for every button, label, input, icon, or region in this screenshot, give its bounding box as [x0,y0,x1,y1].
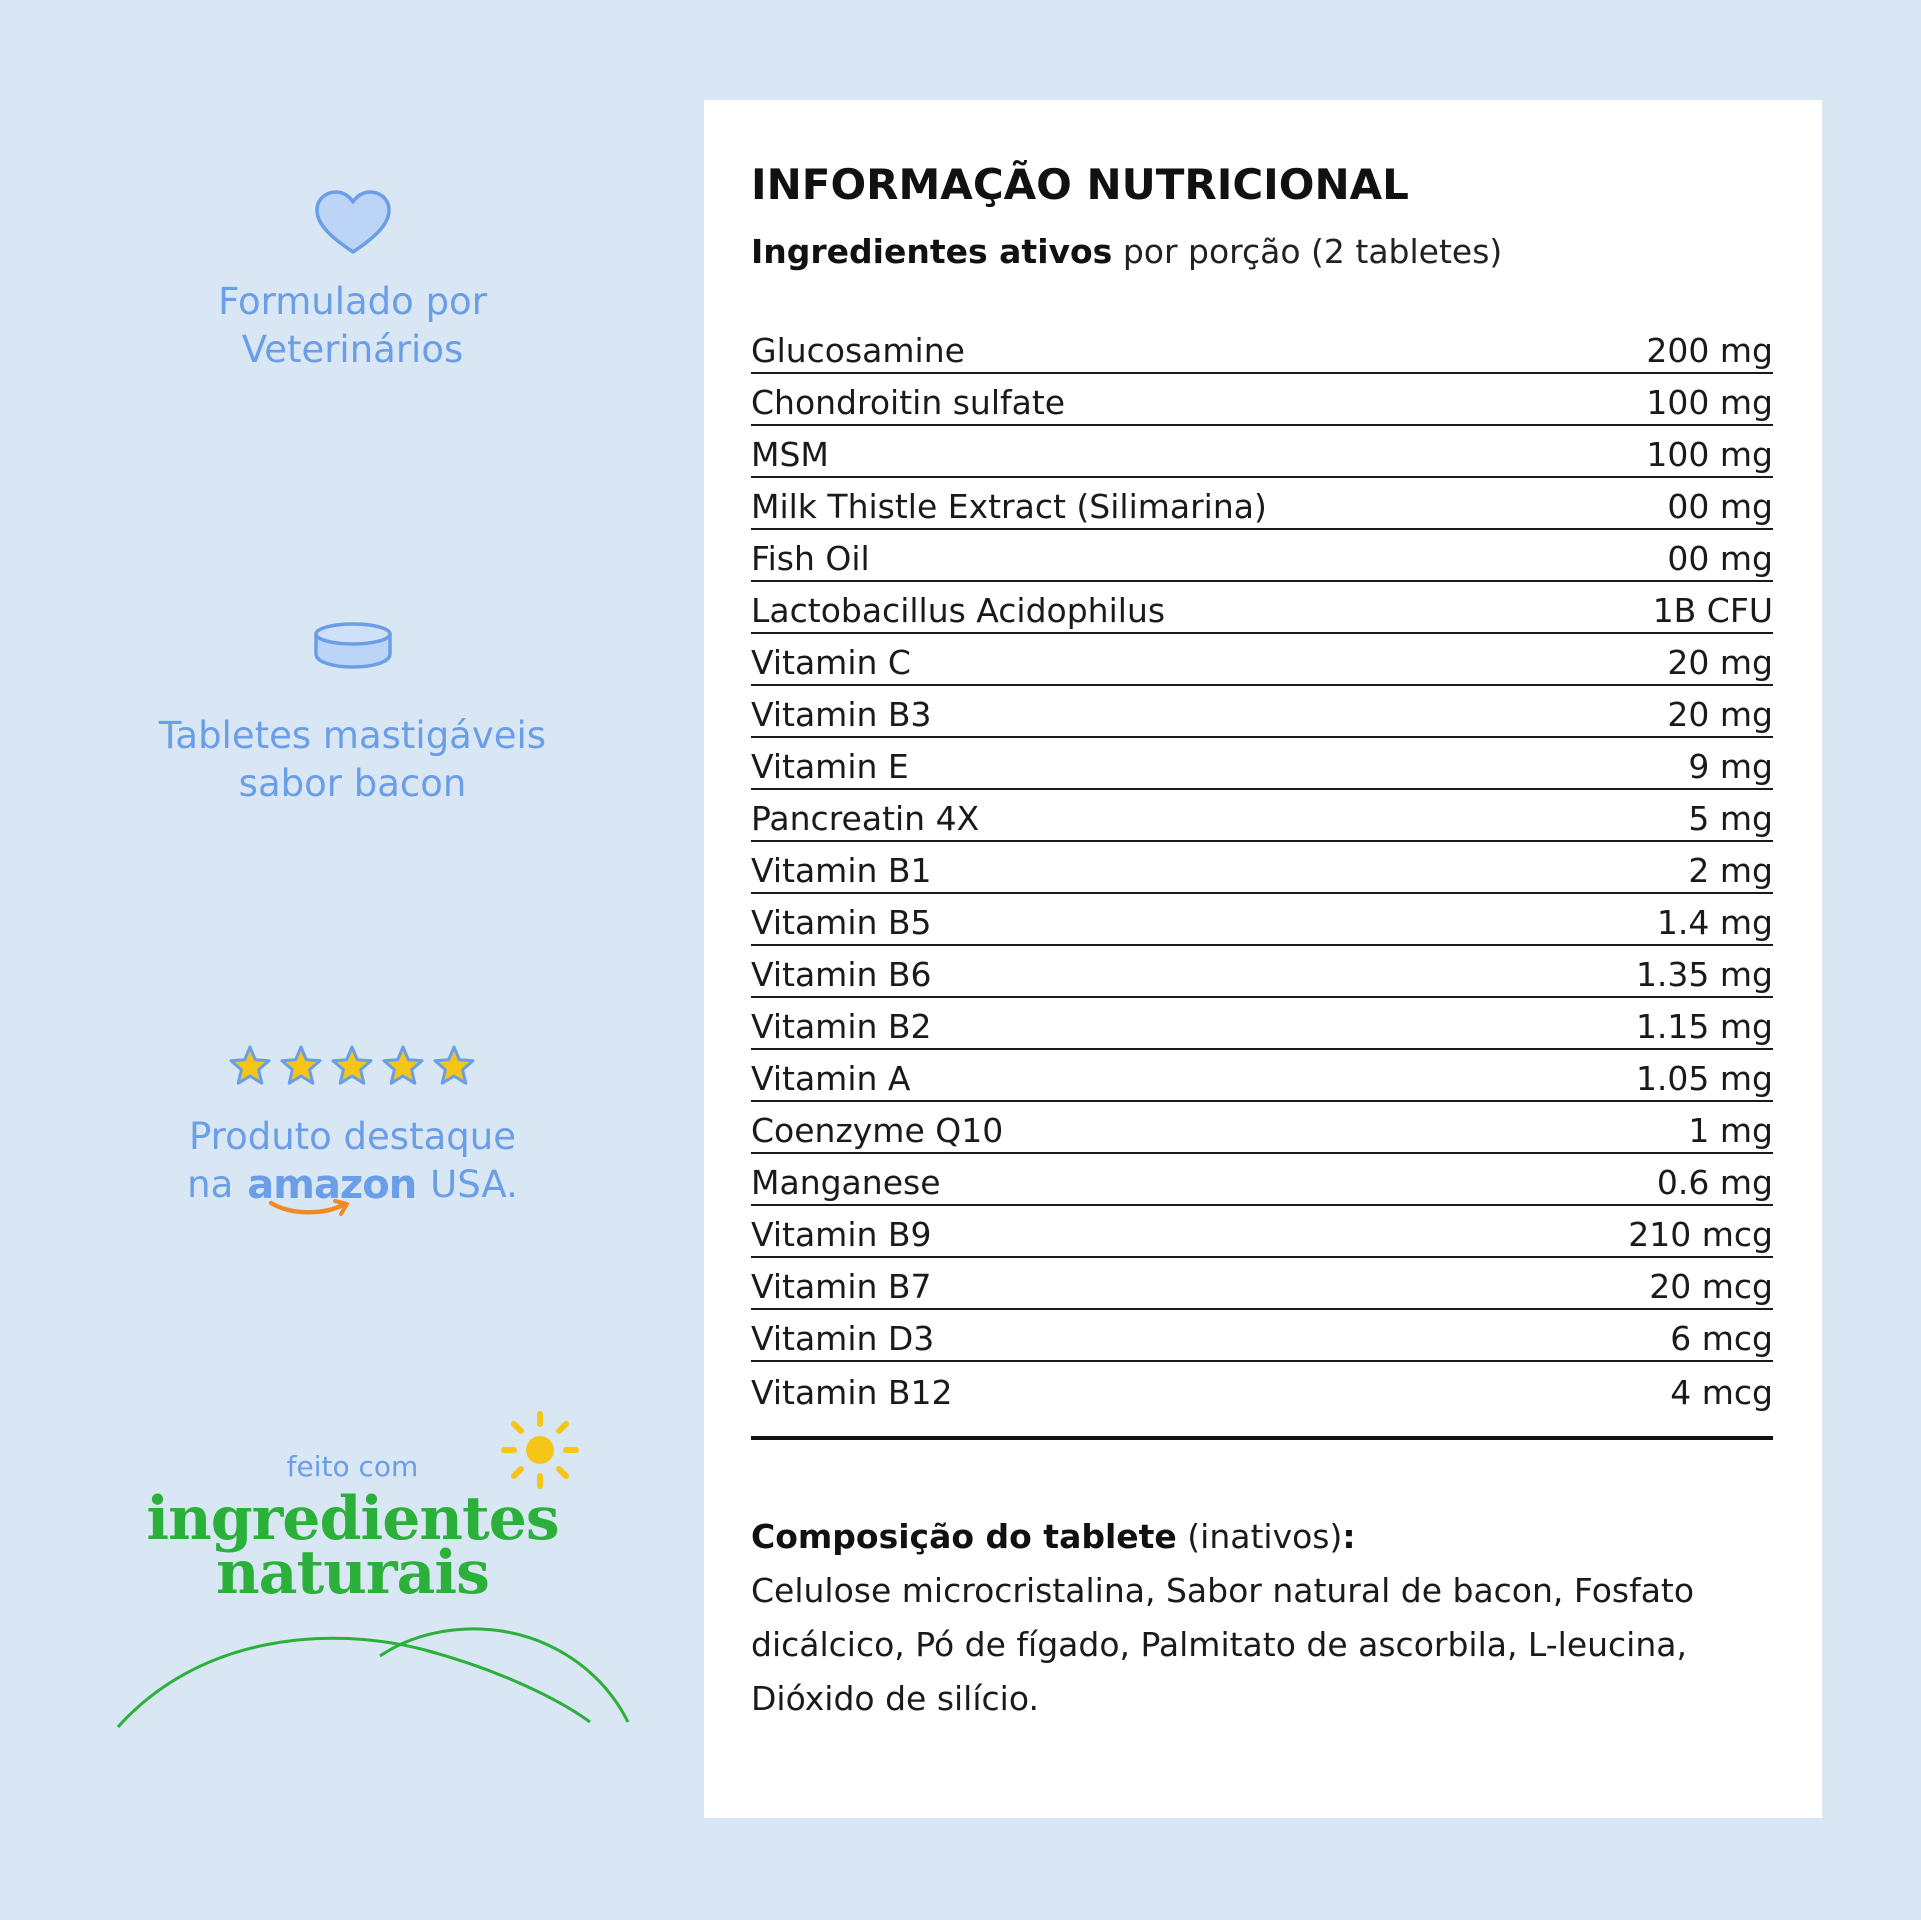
nutrient-row [751,738,1773,790]
natural-title-line: ingredientes [146,1484,559,1554]
nutrient-row [751,1050,1773,1102]
nutrient-name: Milk Thistle Extract (Silimarina) [751,487,1267,526]
nutrient-name: Vitamin C [751,643,911,682]
nutrient-name: MSM [751,435,829,474]
feature-line: Formulado por [218,280,487,323]
amazon-smile-icon [267,1197,351,1219]
natural-ingredients-title [0,1484,705,1608]
amazon-wordmark: amazon [247,1162,417,1208]
nutrient-row [751,478,1773,530]
nutrient-amount: 1 mg [1688,1111,1773,1150]
feature-veterinarians [0,190,705,374]
feature-chewable-tablets [0,620,705,808]
composition-paren: (inativos) [1176,1517,1343,1556]
composition-line: Dióxido de silício. [751,1679,1039,1718]
composition-line: Celulose microcristalina, Sabor natural de bacon, Fosfato [751,1571,1695,1610]
nutrient-name: Manganese [751,1163,941,1202]
star-icon [333,1047,371,1083]
nutrient-name: Pancreatin 4X [751,799,980,838]
nutrient-amount: 20 mg [1667,643,1773,682]
nutrient-row [751,1206,1773,1258]
nutrient-amount: 100 mg [1646,435,1773,474]
nutrient-row [751,1310,1773,1362]
star-icon [435,1047,473,1083]
feature-line-suffix: USA. [430,1163,518,1206]
nutrient-name: Vitamin B6 [751,955,932,994]
subtitle-bold: Ingredientes ativos [751,232,1113,271]
composition-line: dicálcico, Pó de fígado, Palmitato de ascorbila, L-leucina, [751,1625,1687,1664]
nutrient-row [751,322,1773,374]
nutrient-name: Vitamin B1 [751,851,932,890]
nutrient-amount: 00 mg [1667,539,1773,578]
nutrient-amount: 1.15 mg [1635,1007,1773,1046]
nutrient-row [751,1362,1773,1414]
nutrient-name: Vitamin B3 [751,695,932,734]
amazon-logo [247,1161,416,1209]
nutrient-amount: 6 mcg [1670,1319,1773,1358]
card-title: INFORMAÇÃO NUTRICIONAL [751,160,1409,209]
nutrient-name: Vitamin B5 [751,903,932,942]
nutrient-name: Vitamin B12 [751,1373,953,1412]
feature-line: Produto destaque [189,1115,516,1158]
nutrient-amount: 1.35 mg [1635,955,1773,994]
composition-heading: Composição do tablete [751,1517,1177,1556]
tablet-composition [751,1510,1773,1726]
nutrient-row [751,790,1773,842]
nutrient-name: Vitamin B9 [751,1215,932,1254]
nutrient-name: Fish Oil [751,539,870,578]
natural-title-line: naturais [216,1538,489,1608]
nutrient-amount: 9 mg [1688,747,1773,786]
card-subtitle [751,232,1773,272]
nutrient-row [751,374,1773,426]
natural-ingredients-badge [0,1400,705,1740]
nutrient-amount: 5 mg [1688,799,1773,838]
nutrient-amount: 0.6 mg [1656,1163,1773,1202]
star-icon [231,1047,269,1083]
star-icon [384,1047,422,1083]
star-icon [282,1047,320,1083]
nutrient-row [751,946,1773,998]
feature-line-prefix: na [187,1163,234,1206]
feature-line: Veterinários [241,328,464,371]
feature-line: Tabletes mastigáveis [158,714,547,757]
nutrient-row [751,686,1773,738]
made-with-label: feito com [286,1450,419,1483]
benefits-column [0,0,705,1920]
nutrient-name: Lactobacillus Acidophilus [751,591,1166,630]
nutrient-amount: 200 mg [1646,331,1773,370]
nutrition-facts-card [704,100,1822,1818]
nutrient-name: Chondroitin sulfate [751,383,1066,422]
nutrient-row [751,1102,1773,1154]
composition-colon: : [1342,1517,1356,1556]
nutrient-row [751,530,1773,582]
nutrient-amount: 1.4 mg [1656,903,1773,942]
nutrient-name: Glucosamine [751,331,965,370]
nutrient-row [751,998,1773,1050]
nutrient-amount: 100 mg [1646,383,1773,422]
nutrient-amount: 210 mcg [1628,1215,1773,1254]
nutrient-table [751,322,1773,1440]
feature-line: sabor bacon [238,762,467,805]
nutrient-amount: 20 mcg [1649,1267,1773,1306]
nutrient-amount: 1.05 mg [1635,1059,1773,1098]
nutrient-name: Vitamin A [751,1059,911,1098]
nutrient-row [751,842,1773,894]
nutrient-row [751,426,1773,478]
subtitle-rest: por porção (2 tabletes) [1112,232,1503,271]
nutrient-name: Vitamin B2 [751,1007,932,1046]
nutrient-name: Vitamin D3 [751,1319,935,1358]
nutrient-name: Vitamin B7 [751,1267,932,1306]
nutrient-row [751,1258,1773,1310]
nutrient-name: Coenzyme Q10 [751,1111,1004,1150]
nutrient-row [751,582,1773,634]
nutrient-amount: 20 mg [1667,695,1773,734]
five-stars-icon [228,1043,478,1089]
nutrient-row [751,634,1773,686]
tablet-icon [313,620,393,670]
nutrient-amount: 1B CFU [1652,591,1773,630]
nutrient-amount: 4 mcg [1670,1373,1773,1412]
nutrient-amount: 00 mg [1667,487,1773,526]
nutrient-row [751,1154,1773,1206]
heart-icon [314,190,392,256]
nutrient-row [751,894,1773,946]
nutrient-amount: 2 mg [1688,851,1773,890]
nutrient-name: Vitamin E [751,747,909,786]
feature-amazon-highlight [0,1043,705,1209]
